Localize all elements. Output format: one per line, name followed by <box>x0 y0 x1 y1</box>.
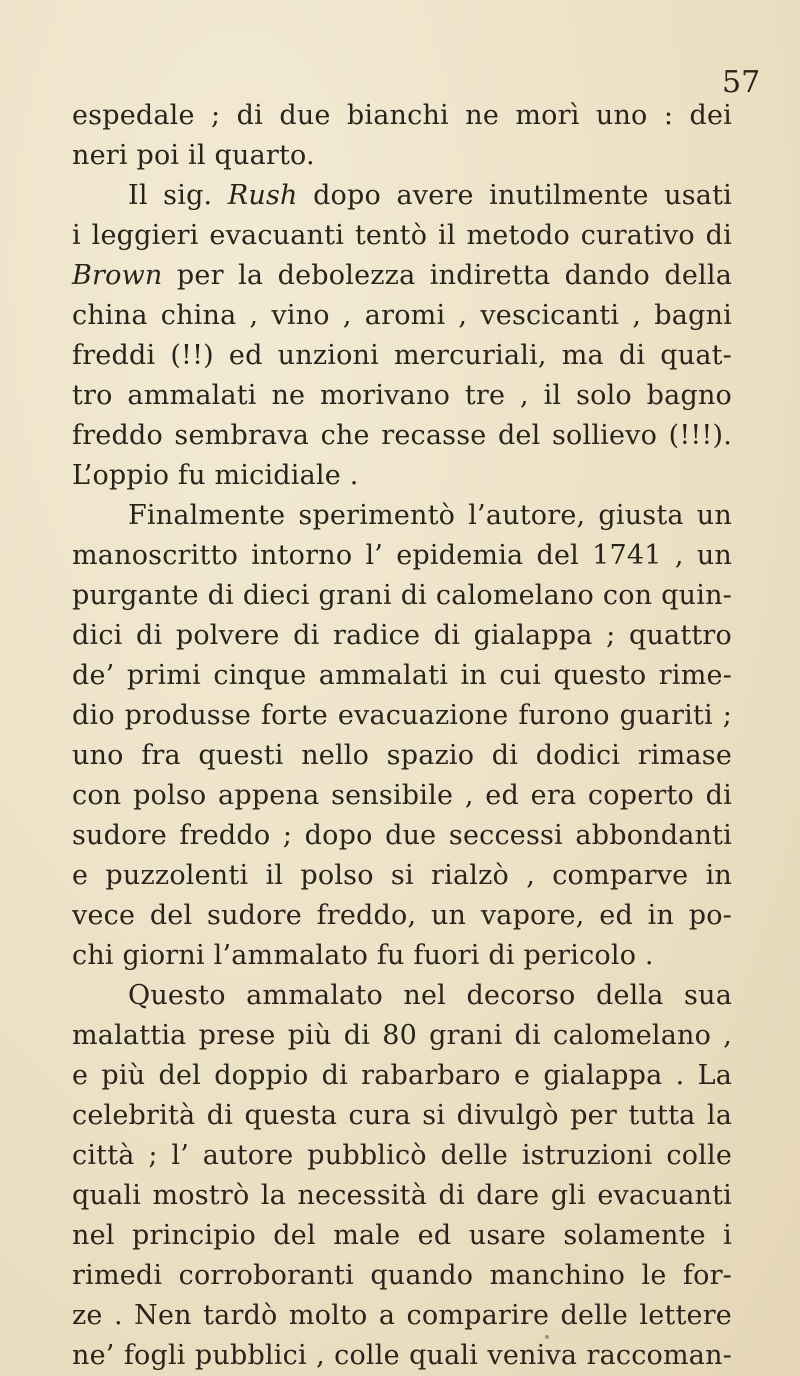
text-line: i leggieri evacuanti tentò il metodo curativo di <box>72 220 732 251</box>
text-line: chi giorni l’ammalato fu fuori di pericolo . <box>72 940 654 971</box>
text-line: ne’ fogli pubblici , colle quali veniva raccoman- <box>72 1340 732 1371</box>
text-line: tro ammalati ne morivano tre , il solo bagno <box>72 380 732 411</box>
ink-blot <box>545 1335 549 1339</box>
text-line: nel principio del male ed usare solamente i <box>72 1220 732 1251</box>
text-line: sudore freddo ; dopo due seccessi abbondanti <box>72 820 732 851</box>
text-line: dio produsse forte evacuazione furono guariti ; <box>72 700 732 731</box>
text-line: quali mostrò la necessità di dare gli evacuanti <box>72 1180 732 1211</box>
author-name-rush: Rush <box>227 180 298 211</box>
text-line: china china , vino , aromi , vescicanti , bagni <box>72 300 732 331</box>
text-line: Finalmente sperimentò l’autore, giusta un <box>128 500 732 531</box>
page-number: 57 <box>722 65 761 100</box>
text-line <box>72 256 732 296</box>
text-line: ze . Nen tardò molto a comparire delle lettere <box>72 1300 732 1331</box>
text-line: freddo sembrava che recasse del sollievo (!!!). <box>72 420 732 451</box>
text-line: manoscritto intorno l’ epidemia del 1741 , un <box>72 540 732 571</box>
text-line: e puzzolenti il polso si rialzò , comparve in <box>72 860 732 891</box>
text-line: L’oppio fu micidiale . <box>72 460 359 491</box>
text-line: celebrità di questa cura si divulgò per tutta la <box>72 1100 732 1131</box>
text-line: freddi (!!) ed unzioni mercuriali, ma di quat- <box>72 340 732 371</box>
text-line: e più del doppio di rabarbaro e gialappa . La <box>72 1060 732 1091</box>
text-line: Questo ammalato nel decorso della sua <box>128 980 732 1011</box>
text-run: Il sig. <box>128 180 228 211</box>
text-line: dici di polvere di radice di gialappa ; quattro <box>72 620 732 651</box>
text-line: espedale ; di due bianchi ne morì uno : dei <box>72 100 732 131</box>
body-text <box>72 96 732 1376</box>
text-line: neri poi il quarto. <box>72 140 315 171</box>
text-line: uno fra questi nello spazio di dodici rimase <box>72 740 732 771</box>
text-line <box>72 176 732 216</box>
text-line: con polso appena sensibile , ed era coperto di <box>72 780 732 811</box>
text-line: vece del sudore freddo, un vapore, ed in po- <box>72 900 732 931</box>
text-run: dopo avere inutilmente usati <box>297 180 732 211</box>
author-name-brown: Brown <box>72 260 163 291</box>
text-line: malattia prese più di 80 grani di calomelano , <box>72 1020 732 1051</box>
text-line: città ; l’ autore pubblicò delle istruzioni colle <box>72 1140 732 1171</box>
text-line: purgante di dieci grani di calomelano con quin- <box>72 580 732 611</box>
text-line: de’ primi cinque ammalati in cui questo rime- <box>72 660 732 691</box>
text-line: rimedi corroboranti quando manchino le for- <box>72 1260 732 1291</box>
text-run: per la debolezza indiretta dando della <box>162 260 732 291</box>
